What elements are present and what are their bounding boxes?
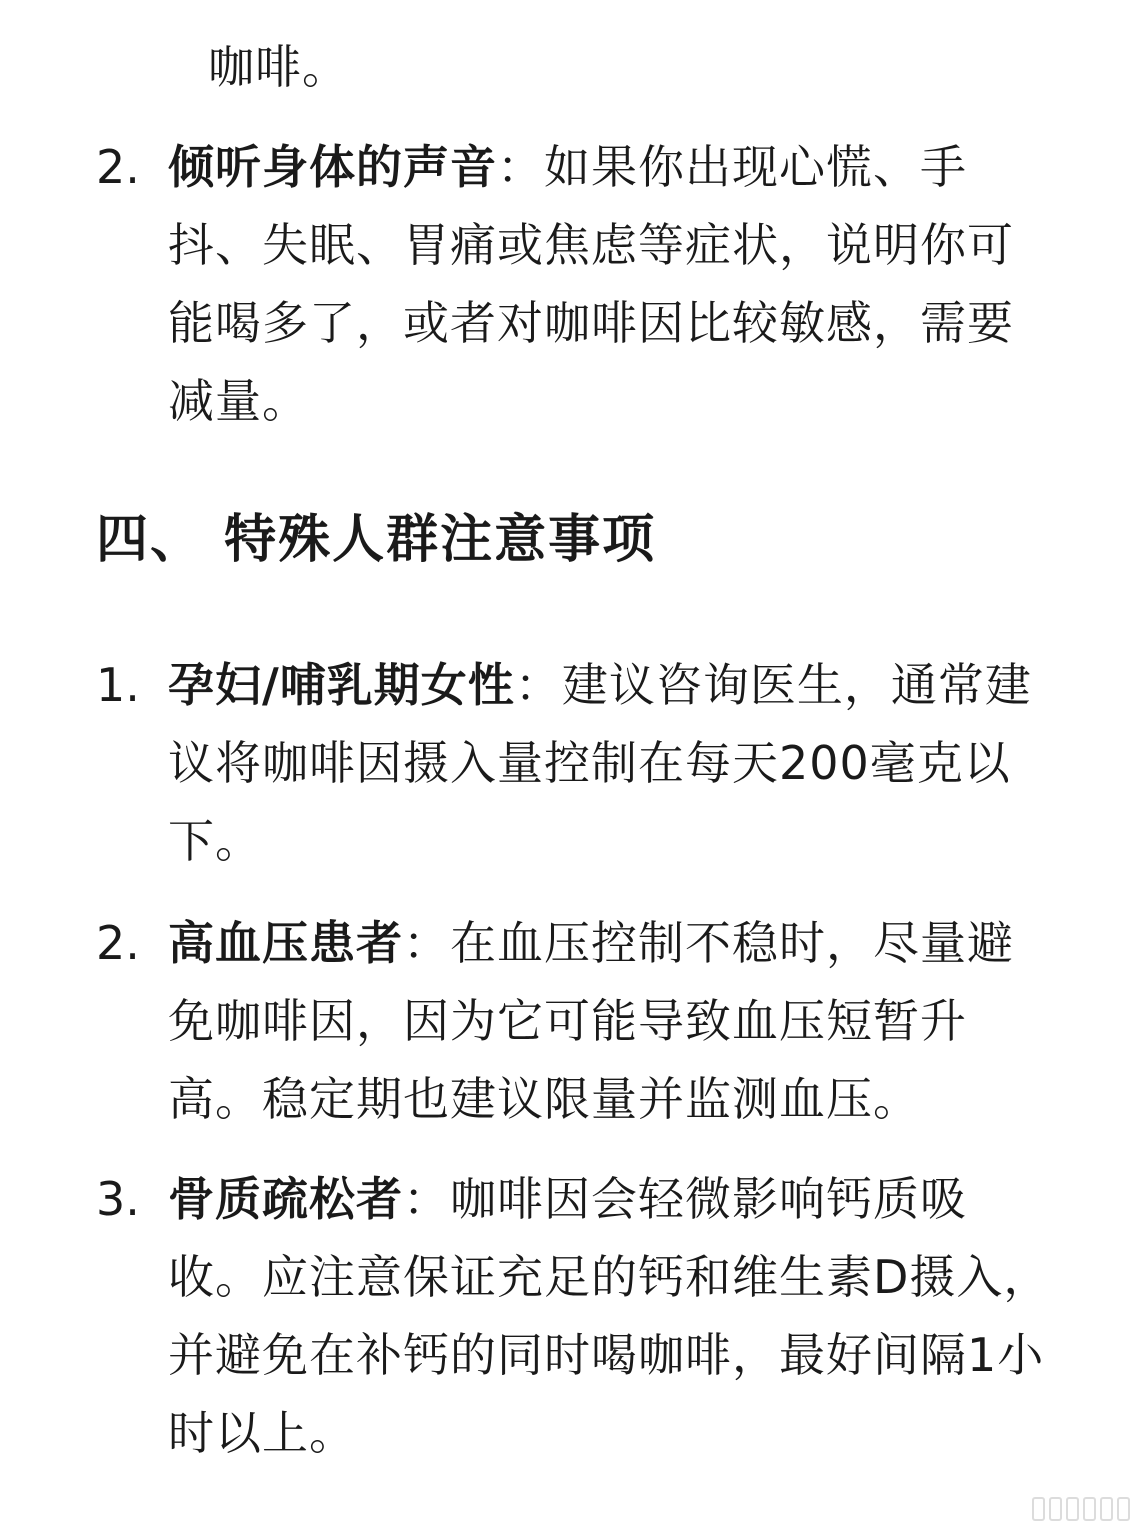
list-item-body [168,1160,1056,1472]
section-heading: 四、 特殊人群注意事项 [96,510,657,570]
list-number: 2. [96,140,140,194]
list-item-text: ：咖啡因会轻微影响钙质吸收。应注意保证充足的钙和维生素D摄入，并避免在补钙的同时喝咖啡，最好间隔1小时以上。 [168,1172,1051,1460]
list-item [96,646,1056,880]
list-item-title: 高血压患者 [168,916,403,970]
list-item-body [168,128,1056,440]
list-item-title: 倾听身体的声音 [168,140,497,194]
list-number: 1. [96,658,140,712]
list-item [96,904,1056,1138]
continuation-text: 咖啡。 [208,40,349,94]
list-item-title: 骨质疏松者 [168,1172,403,1226]
list-item [96,128,1056,440]
list-number: 2. [96,916,140,970]
watermark-icon [1032,1497,1130,1521]
list-item [96,1160,1056,1472]
list-item-text: ：建议咨询医生，通常建议将咖啡因摄入量控制在每天200毫克以下。 [168,658,1032,868]
list-item-body [168,904,1056,1138]
list-item-text: ：如果你出现心慌、手抖、失眠、胃痛或焦虑等症状，说明你可能喝多了，或者对咖啡因比较敏感，需要减量。 [168,140,1014,428]
list-number: 3. [96,1172,140,1226]
list-item-title: 孕妇/哺乳期女性 [168,658,515,712]
list-item-text: ：在血压控制不稳时，尽量避免咖啡因，因为它可能导致血压短暂升高。稳定期也建议限量并监测血压。 [168,916,1014,1126]
list-item-body [168,646,1056,880]
